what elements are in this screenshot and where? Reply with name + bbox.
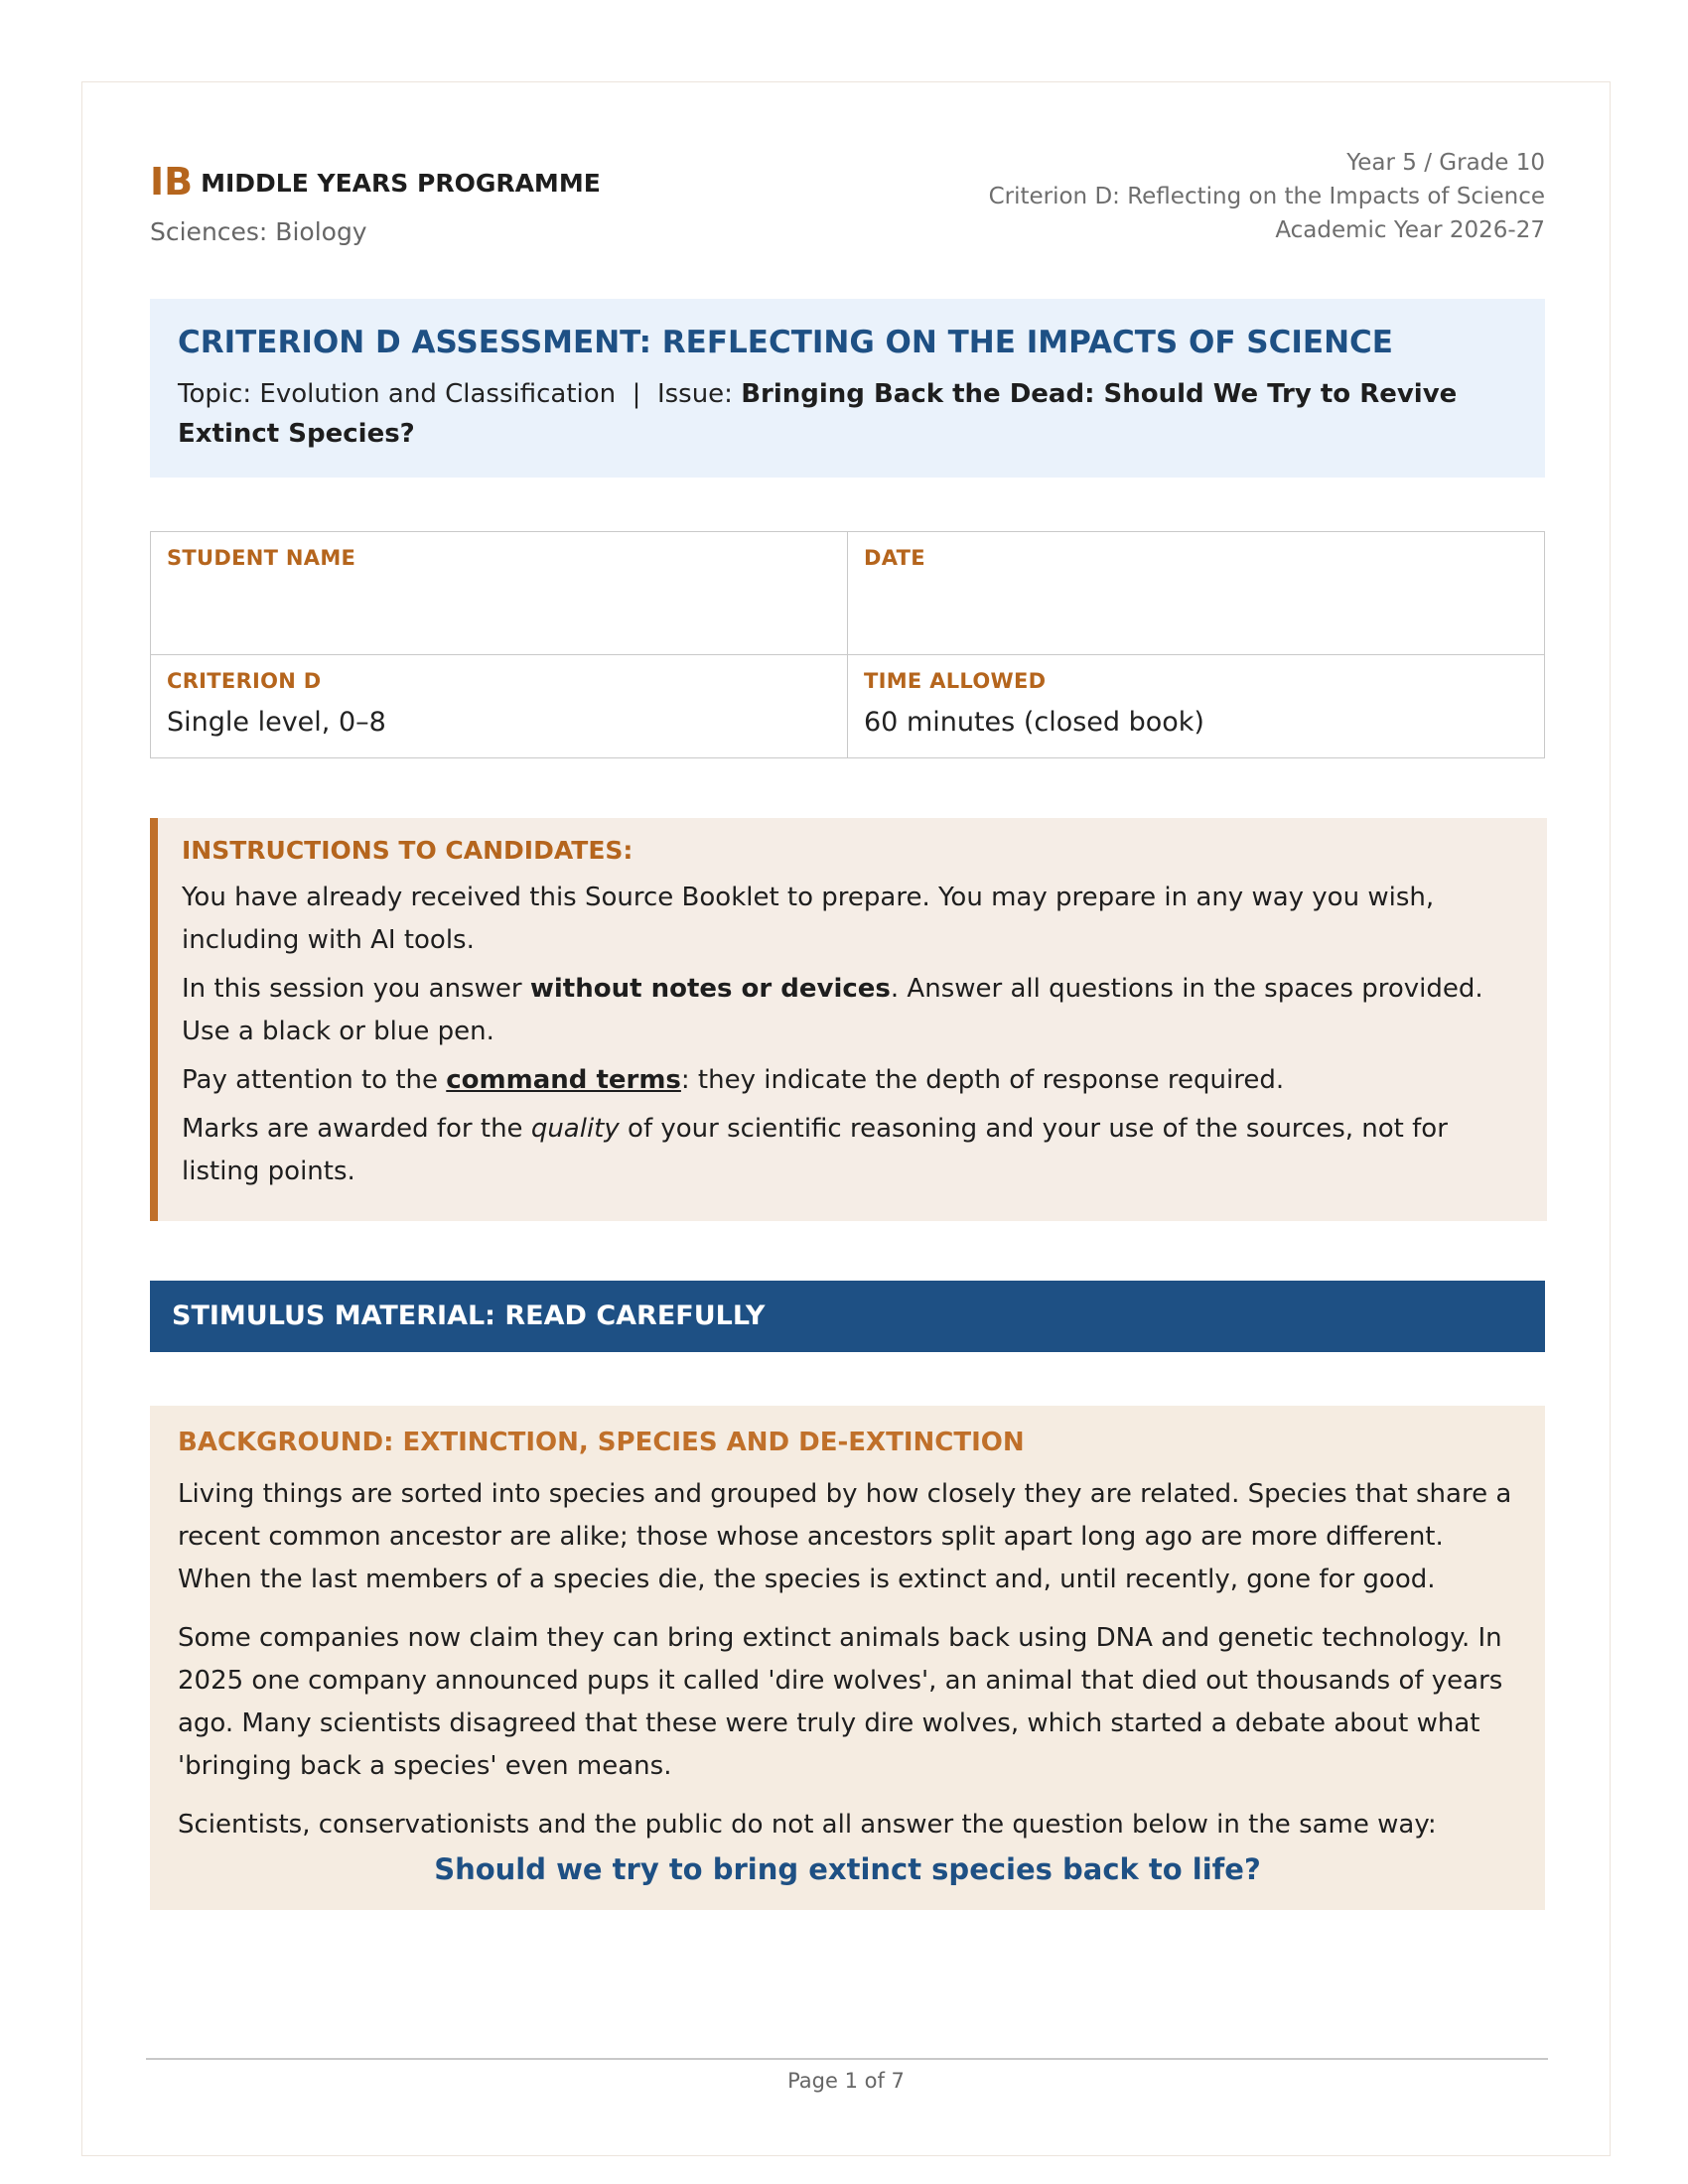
stimulus-bar: STIMULUS MATERIAL: READ CAREFULLY bbox=[150, 1281, 1545, 1352]
student-name-cell[interactable] bbox=[151, 532, 848, 655]
time-allowed-label: TIME ALLOWED bbox=[864, 669, 1047, 693]
subject-label: Sciences: Biology bbox=[150, 217, 367, 246]
date-label: DATE bbox=[864, 546, 925, 570]
criterion-cell bbox=[151, 655, 848, 757]
footer-divider bbox=[146, 2058, 1548, 2060]
assessment-title: CRITERION D ASSESSMENT: REFLECTING ON THE IMPACTS OF SCIENCE bbox=[178, 325, 1393, 360]
programme-name: MIDDLE YEARS PROGRAMME bbox=[201, 169, 601, 198]
background-box bbox=[150, 1406, 1545, 1910]
year-grade: Year 5 / Grade 10 bbox=[1346, 150, 1545, 176]
instruction-2 bbox=[182, 968, 1517, 1053]
instruction-3-c: : they indicate the depth of response required. bbox=[680, 1065, 1285, 1095]
instruction-3-a: Pay attention to the bbox=[182, 1065, 447, 1095]
instruction-4-a: Marks are awarded for the bbox=[182, 1114, 531, 1144]
instruction-4 bbox=[182, 1108, 1517, 1193]
time-allowed-cell bbox=[848, 655, 1544, 757]
topic-line bbox=[178, 374, 1517, 454]
criterion-value: Single level, 0–8 bbox=[167, 707, 386, 738]
background-paragraph-2: Some companies now claim they can bring extinct animals back using DNA and genetic technology. In 2025 one company announced pups it called 'dire wolves', an animal that died out thousands of years ago. Many scientists disagreed that these were truly dire wolves, which started a debate about what 'bringing back a species' even means. bbox=[178, 1623, 1503, 1781]
instructions-box bbox=[150, 818, 1547, 1221]
instruction-2-emphasis: without notes or devices bbox=[529, 974, 891, 1004]
page-number: Page 1 of 7 bbox=[787, 2069, 905, 2093]
student-info-grid bbox=[150, 531, 1545, 758]
topic-prefix: Topic: Evolution and Classification | Issue: bbox=[178, 379, 742, 409]
page-header bbox=[150, 150, 1545, 259]
instruction-2-c: . Answer all questions in the spaces provided. Use a black or blue pen. bbox=[182, 974, 1483, 1046]
instruction-1: You have already received this Source Booklet to prepare. You may prepare in any way you wish, including with AI tools. bbox=[182, 883, 1435, 955]
instructions-heading: INSTRUCTIONS TO CANDIDATES: bbox=[182, 836, 633, 865]
criterion-name: Criterion D: Reflecting on the Impacts of Science bbox=[988, 184, 1545, 209]
student-name-label: STUDENT NAME bbox=[167, 546, 356, 570]
instruction-3 bbox=[182, 1059, 1517, 1102]
key-question: Should we try to bring extinct species back to life? bbox=[434, 1852, 1261, 1886]
date-cell[interactable] bbox=[848, 532, 1544, 655]
academic-year: Academic Year 2026-27 bbox=[1275, 217, 1545, 243]
document-page bbox=[81, 81, 1611, 2156]
programme-brand bbox=[150, 160, 601, 204]
page-content bbox=[150, 150, 1545, 1910]
command-terms-emphasis: command terms bbox=[446, 1065, 681, 1095]
background-paragraph-3: Scientists, conservationists and the public do not all answer the question below in the same way: bbox=[178, 1810, 1437, 1840]
instruction-2-a: In this session you answer bbox=[182, 974, 530, 1004]
background-heading: BACKGROUND: EXTINCTION, SPECIES AND DE-EXTINCTION bbox=[178, 1428, 1025, 1457]
issue-title: Bringing Back the Dead: Should We Try to Revive Extinct Species? bbox=[178, 379, 1458, 449]
quality-emphasis: quality bbox=[530, 1114, 620, 1144]
header-meta bbox=[989, 146, 1545, 247]
instruction-4-c: of your scientific reasoning and your use of the sources, not for listing points. bbox=[182, 1114, 1448, 1186]
ib-logo-text: IB bbox=[150, 160, 194, 204]
background-paragraph-1: Living things are sorted into species and grouped by how closely they are related. Species that share a recent common ancestor are alike; those whose ancestors split apart long ago are more different. When the last members of a species die, the species is extinct and, until recently, gone for good. bbox=[178, 1479, 1512, 1594]
criterion-label: CRITERION D bbox=[167, 669, 322, 693]
assessment-title-box bbox=[150, 299, 1545, 478]
time-allowed-value: 60 minutes (closed book) bbox=[864, 707, 1204, 738]
